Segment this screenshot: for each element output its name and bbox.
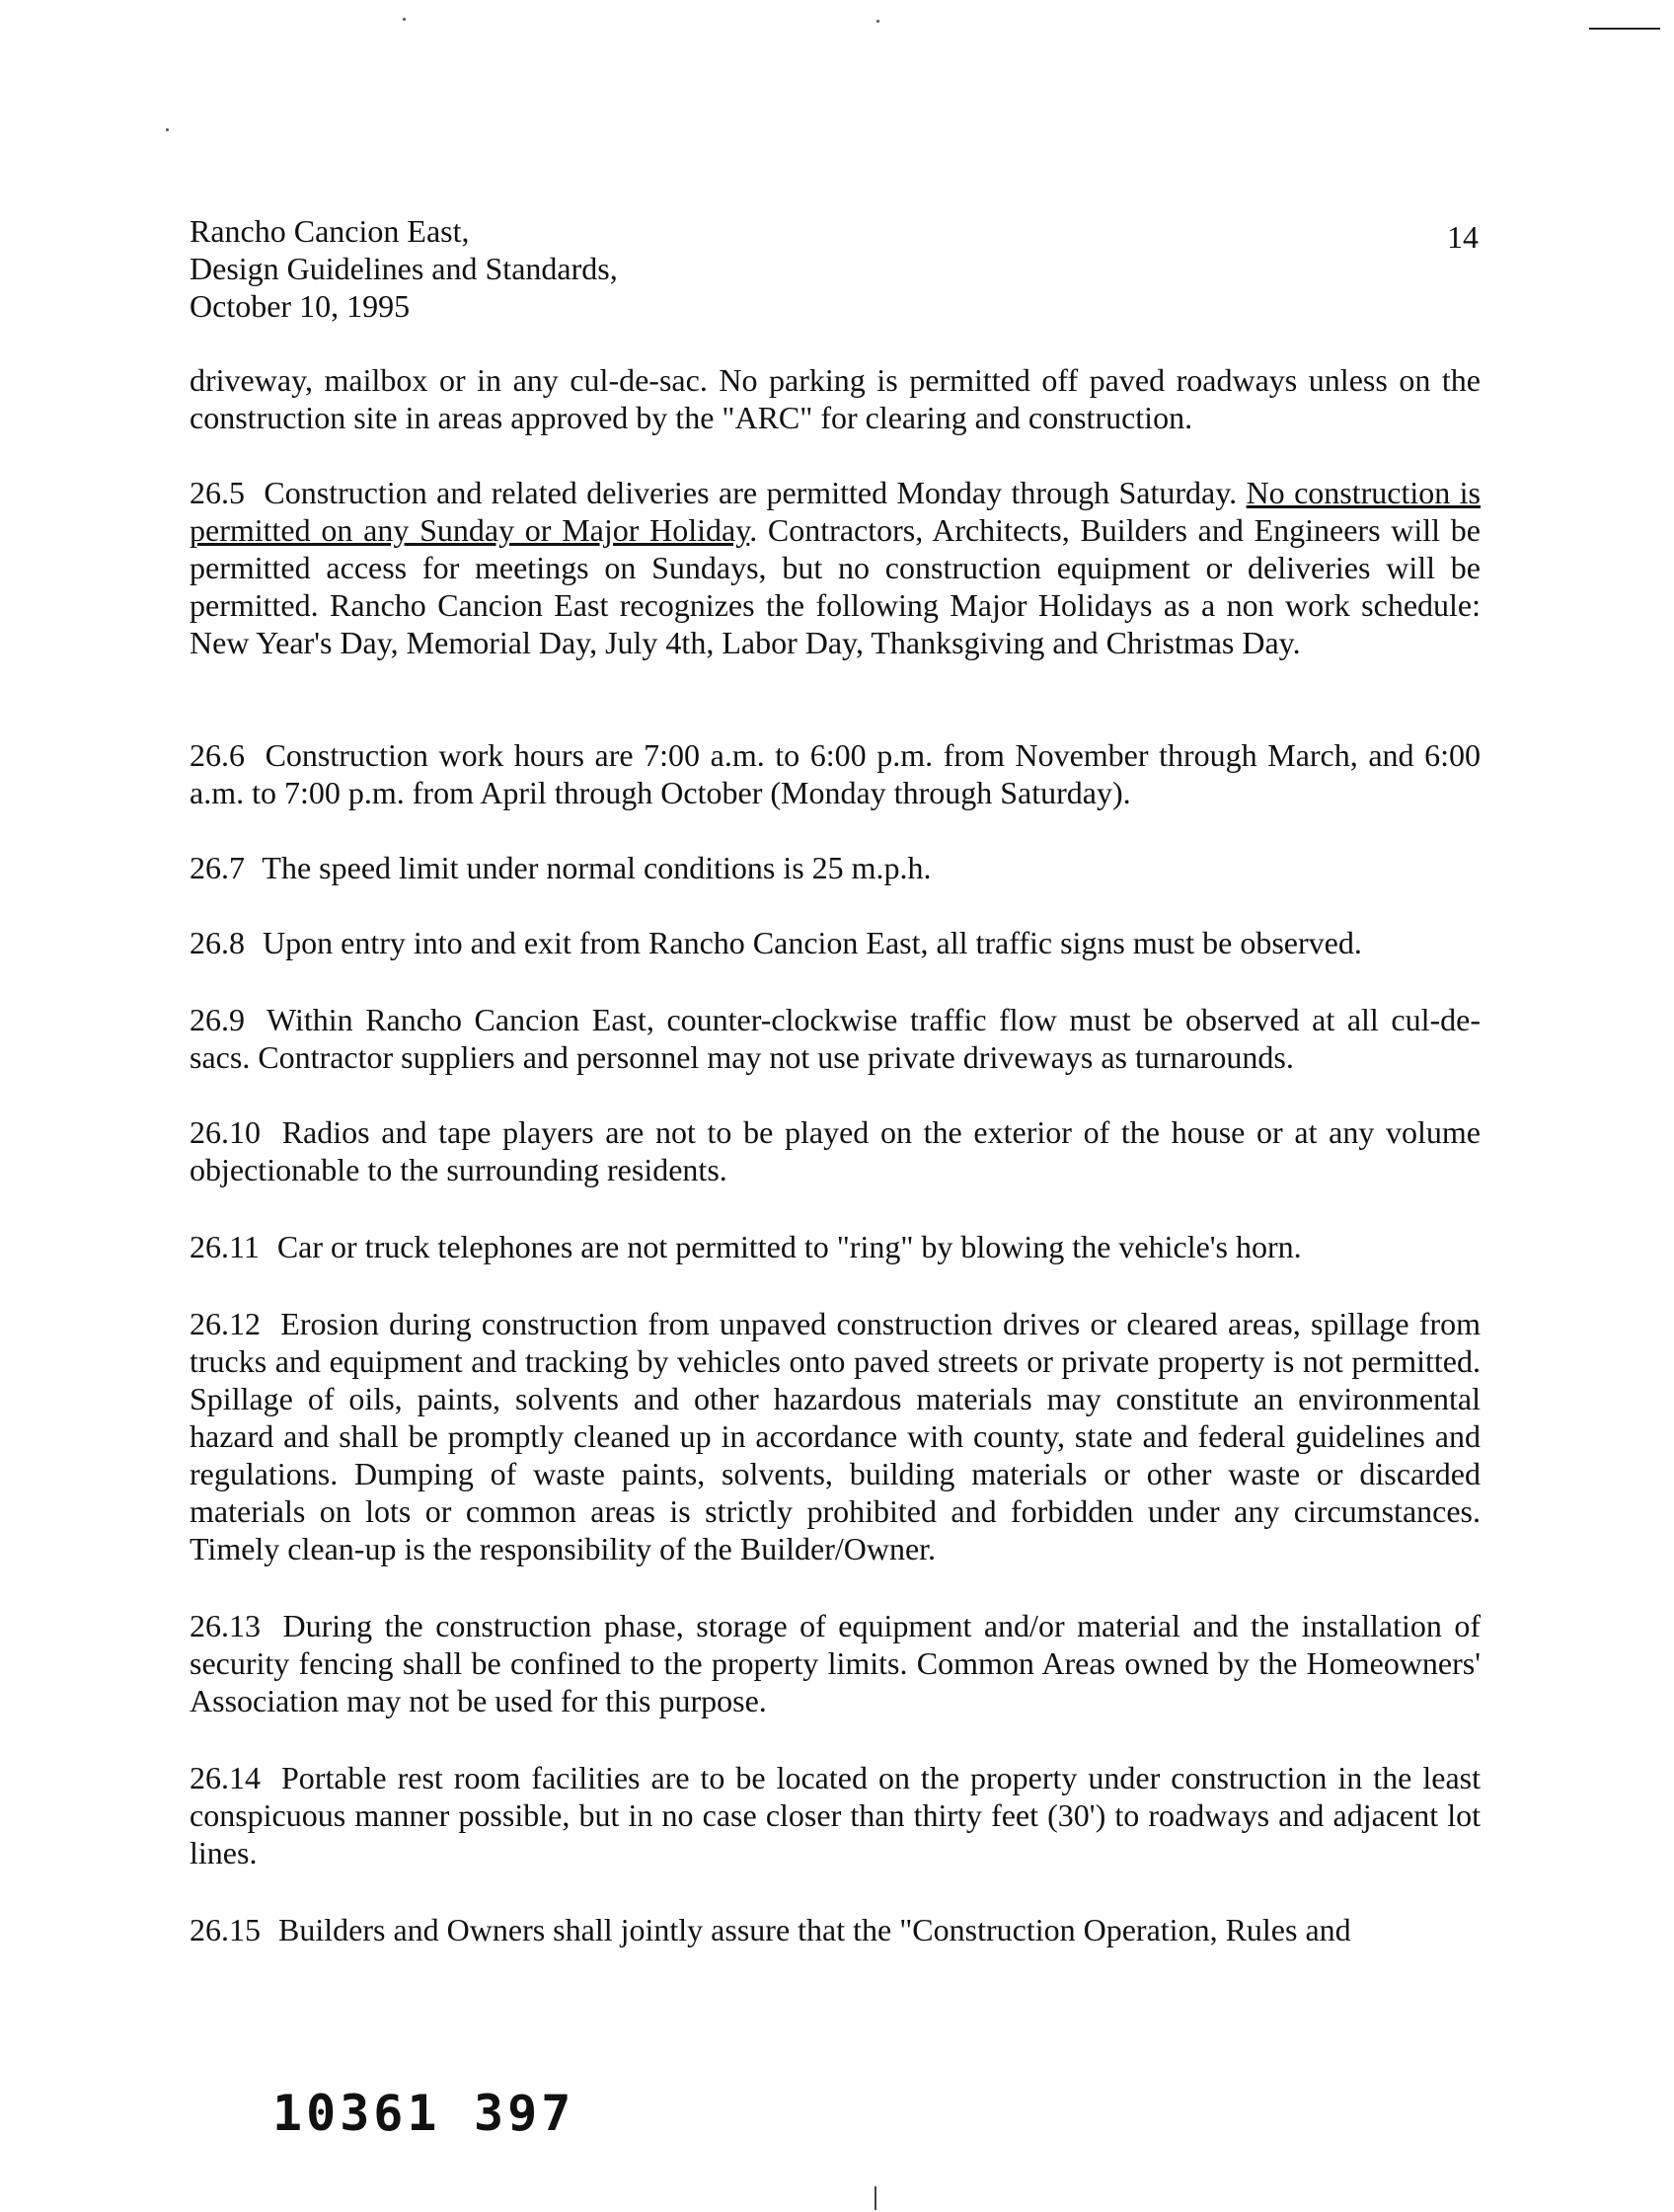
- section-26-14: [190, 1759, 1481, 1871]
- recording-book-number: 10361: [272, 2085, 441, 2142]
- paragraph-continuation: [190, 361, 1481, 436]
- section-number: 26.15: [190, 1912, 261, 1947]
- section-number: 26.14: [190, 1760, 261, 1795]
- section-number: 26.10: [190, 1114, 261, 1150]
- section-number: 26.7: [190, 850, 245, 885]
- paragraph-text: During the construction phase, storage of equipment and/or material and the installation of security fencing shall be confined to the property limits. Common Areas owned by the Homeowners' Association may not be used for this purpose.: [190, 1608, 1482, 1718]
- header-title: Rancho Cancion East,: [190, 213, 470, 249]
- paragraph-text: Construction work hours are 7:00 a.m. to 6:00 p.m. from November through March, and 6:00 a.m. to 7:00 p.m. from April through October (Monday through Saturday).: [190, 737, 1482, 810]
- section-26-12: [190, 1305, 1481, 1567]
- scan-speck: [876, 20, 879, 23]
- paragraph-text: Builders and Owners shall jointly assure that the "Construction Operation, Rules and: [278, 1912, 1351, 1947]
- section-26-10: [190, 1113, 1481, 1188]
- section-26-15: [190, 1911, 1481, 1948]
- section-number: 26.13: [190, 1608, 261, 1643]
- paragraph-text: Erosion during construction from unpaved construction drives or cleared areas, spillage from trucks and equipment and tracking by vehicles onto paved streets or private property is not permitted. Spillage of oils, paints, solvents and other hazardous materials may constitute an environmental hazard and shall be promptly cleaned up in accordance with county, state and federal guidelines and regulations. Dumping of waste paints, solvents, building materials or other waste or discarded materials on lots or common areas is strictly prohibited and forbidden under any circumstances. Timely clean-up is the responsibility of the Builder/Owner.: [190, 1306, 1482, 1566]
- paragraph-text: Radios and tape players are not to be played on the exterior of the house or at any volume objectionable to the surrounding residents.: [190, 1114, 1482, 1187]
- recording-page-number: 397: [474, 2085, 575, 2142]
- section-26-8: [190, 924, 1481, 961]
- scan-edge-mark: [875, 2186, 876, 2210]
- paragraph-text: Construction and related deliveries are permitted Monday through Saturday.: [264, 475, 1247, 510]
- section-number: 26.6: [190, 737, 245, 773]
- section-number: 26.12: [190, 1306, 261, 1341]
- paragraph-text: Upon entry into and exit from Rancho Cancion East, all traffic signs must be observed.: [263, 925, 1362, 960]
- header-date: October 10, 1995: [190, 288, 411, 324]
- section-26-11: [190, 1228, 1481, 1265]
- paragraph-text: driveway, mailbox or in any cul-de-sac. No parking is permitted off paved roadways unless on the construction site in areas approved by the "ARC" for clearing and construction.: [190, 362, 1481, 435]
- page-number: 14: [1447, 219, 1479, 255]
- scan-speck: [403, 18, 406, 21]
- underlined-text: No construction is permitted on any Sunday or Major Holiday: [190, 475, 1482, 548]
- section-number: 26.5: [190, 475, 245, 510]
- section-number: 26.9: [190, 1002, 245, 1037]
- paragraph-text: The speed limit under normal conditions is 25 m.p.h.: [262, 850, 932, 885]
- header-subtitle: Design Guidelines and Standards,: [190, 251, 618, 286]
- section-26-6: [190, 736, 1481, 811]
- section-26-9: [190, 1001, 1481, 1076]
- section-26-5: [190, 474, 1481, 661]
- paragraph-text: Car or truck telephones are not permitted to "ring" by blowing the vehicle's horn.: [276, 1229, 1302, 1264]
- scan-edge-line: [1589, 28, 1660, 30]
- paragraph-text: Portable rest room facilities are to be located on the property under construction in the least conspicuous manner possible, but in no case closer than thirty feet (30') to roadways and adjacent lot lines.: [190, 1760, 1482, 1870]
- section-number: 26.8: [190, 925, 245, 960]
- paragraph-text: . Contractors, Architects, Builders and Engineers will be permitted access for meetings on Sundays, but no construction equipment or deliveries will be permitted. Rancho Cancion East recognizes the following Major Holidays as a non work schedule: New Year's Day, Memorial Day, July 4th, Labor Day, Thanksgiving and Christmas Day.: [190, 512, 1482, 660]
- section-26-13: [190, 1607, 1481, 1719]
- paragraph-text: Within Rancho Cancion East, counter-clockwise traffic flow must be observed at all cul-de-sacs. Contractor suppliers and personnel may not use private driveways as turnarounds.: [190, 1002, 1482, 1075]
- scan-speck: [166, 128, 169, 131]
- section-26-7: [190, 849, 1481, 886]
- section-number: 26.11: [190, 1229, 260, 1264]
